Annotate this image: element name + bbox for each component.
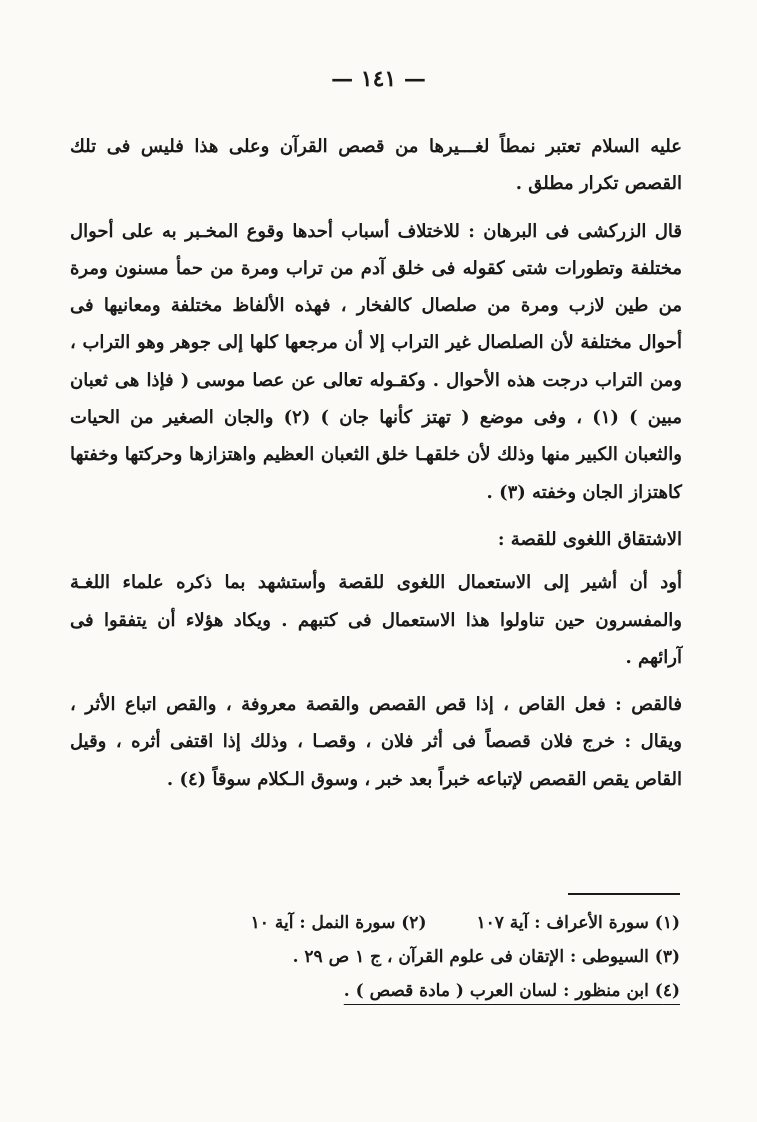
text-line: ومعانيها فى أحوال مختلفة لأن الصلصال غير التراب إلا أن مرجعها كلها إلى: [70, 295, 682, 354]
footnote-gap: [426, 906, 476, 940]
text-line: مسنون ومرة من طين لازب ومرة من صلصال كالفخار ، فهذه الألفاظ مختلفة: [70, 257, 682, 317]
text-line: آرائهم .: [625, 646, 682, 668]
paragraph: [70, 128, 682, 203]
text-line: العظيم واهتزازها وحركتها وخفتها كاهتزاز الجان وخفته (٣) .: [70, 444, 682, 503]
footnote-separator: [568, 893, 680, 895]
text-line: عليه السلام تعتبر نمطاً لغـــيرها من قصص القرآن وعلى هذا فليس فى تلك: [70, 136, 682, 157]
text-line: والجان الصغير من الحيات والثعبان الكبير منها وذلك لأن خلقهـا خلق الثعبان: [70, 407, 682, 466]
paragraph: [70, 213, 682, 511]
text-line: الأثر ، ويقال : خرج فلان قصصاً فى أثر فلان ، وقصـا ، وذلك إذا اقتفى: [70, 694, 682, 753]
paragraph: [70, 686, 682, 798]
text-line: جوهر وهو التراب ، ومن التراب درجت هذه الأحوال . وكقـوله تعالى عن: [70, 332, 682, 391]
body-text: [70, 128, 682, 798]
text-line: سوقاً (٤) .: [166, 768, 251, 790]
paragraph: [70, 564, 682, 676]
footnote-row: [150, 906, 680, 940]
footnotes: [150, 906, 680, 1008]
text-line: والمفسرون حين تناولوا هذا الاستعمال فى كتبهم . ويكاد هؤلاء أن يتفقوا فى: [70, 609, 682, 631]
footnote-1: (١) سورة الأعراف : آية ١٠٧: [476, 913, 680, 933]
text-line: أود أن أشير إلى الاستعمال اللغوى للقصة وأستشهد بما ذكره علماء اللغـة: [70, 572, 682, 594]
text-line: قال الزركشى فى البرهان : للاختلاف أسباب أحدها وقوع المخـبر به على: [121, 220, 682, 242]
text-line: أحوال مختلفة وتطورات شتى كقوله فى خلق آدم من تراب ومرة من حمأ: [70, 220, 682, 279]
text-line: أثره ، وقيل القاص يقص القصص لإتباعه خبراً بعد خبر ، وسوق الـكلام: [70, 731, 682, 790]
page-number: — ١٤١ —: [331, 66, 426, 92]
footnote-3: (٣) السيوطى : الإتقان فى علوم القرآن ، ج ١ ص ٢٩ .: [292, 947, 680, 967]
section-heading: الاشتقاق اللغوى للقصة :: [497, 528, 682, 550]
text-line: القصص تكرار مطلق .: [515, 173, 682, 195]
text-line: عصا موسى ( فإذا هى ثعبان مبين ) (١) ، وفى موضع ( تهتز كأنها جان ) (٢): [70, 369, 682, 429]
footnote-2: (٢) سورة النمل : آية ١٠: [250, 913, 427, 933]
text-line: فالقص : فعل القاص ، إذا قص القصص والقصة معروفة ، والقص اتباع: [124, 694, 682, 716]
footnote-4: (٤) ابن منظور : لسان العرب ( مادة قصص ) .: [343, 981, 680, 1001]
